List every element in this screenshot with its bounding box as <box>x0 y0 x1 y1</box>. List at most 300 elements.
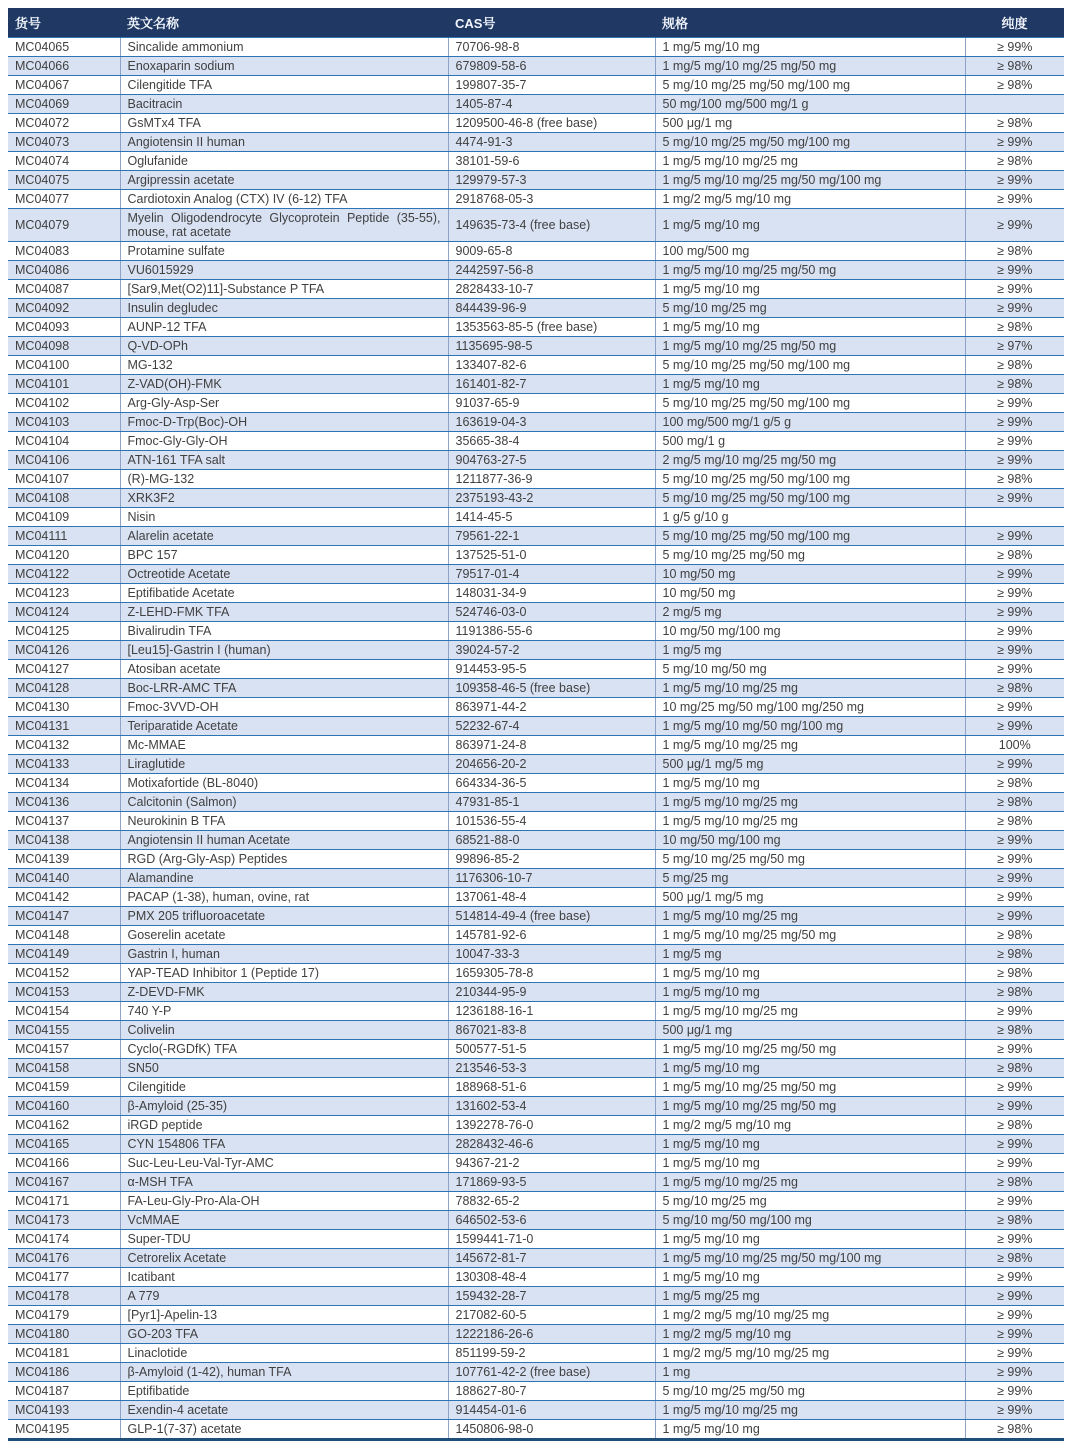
cell-purity: ≥ 98% <box>965 318 1064 337</box>
cell-purity: ≥ 99% <box>965 1230 1064 1249</box>
col-header-item-no: 货号 <box>8 8 120 38</box>
table-row <box>8 133 1064 152</box>
cell-item-no: MC04147 <box>8 907 120 926</box>
cell-item-no: MC04072 <box>8 114 120 133</box>
cell-item-no: MC04130 <box>8 698 120 717</box>
cell-purity: ≥ 98% <box>965 1116 1064 1135</box>
table-row <box>8 888 1064 907</box>
cell-specification: 1 mg/5 mg/10 mg/25 mg/50 mg/100 mg <box>655 1249 965 1268</box>
cell-english-name: Z-LEHD-FMK TFA <box>120 603 448 622</box>
cell-cas-number: 148031-34-9 <box>448 584 655 603</box>
cell-specification: 1 mg/5 mg/10 mg <box>655 280 965 299</box>
cell-purity: ≥ 99% <box>965 1325 1064 1344</box>
cell-purity: ≥ 98% <box>965 242 1064 261</box>
cell-english-name: Gastrin I, human <box>120 945 448 964</box>
cell-english-name: ATN-161 TFA salt <box>120 451 448 470</box>
cell-english-name: GLP-1(7-37) acetate <box>120 1420 448 1440</box>
cell-specification: 1 mg/5 mg/10 mg <box>655 964 965 983</box>
cell-specification: 1 mg/5 mg/10 mg/25 mg <box>655 812 965 831</box>
table-row <box>8 1325 1064 1344</box>
cell-purity: ≥ 99% <box>965 1344 1064 1363</box>
cell-cas-number: 79561-22-1 <box>448 527 655 546</box>
cell-cas-number: 79517-01-4 <box>448 565 655 584</box>
cell-english-name: MG-132 <box>120 356 448 375</box>
cell-purity: ≥ 99% <box>965 394 1064 413</box>
cell-purity: ≥ 98% <box>965 1420 1064 1440</box>
cell-purity: ≥ 99% <box>965 1382 1064 1401</box>
cell-english-name: Exendin-4 acetate <box>120 1401 448 1420</box>
table-row <box>8 698 1064 717</box>
cell-item-no: MC04092 <box>8 299 120 318</box>
cell-item-no: MC04067 <box>8 76 120 95</box>
cell-purity: ≥ 99% <box>965 299 1064 318</box>
cell-english-name: Cilengitide <box>120 1078 448 1097</box>
cell-cas-number: 867021-83-8 <box>448 1021 655 1040</box>
cell-purity: ≥ 99% <box>965 660 1064 679</box>
cell-specification: 1 g/5 g/10 g <box>655 508 965 527</box>
table-row <box>8 1363 1064 1382</box>
table-row <box>8 850 1064 869</box>
cell-cas-number: 2828433-10-7 <box>448 280 655 299</box>
table-row <box>8 1249 1064 1268</box>
table-row <box>8 1382 1064 1401</box>
cell-cas-number: 149635-73-4 (free base) <box>448 209 655 242</box>
cell-cas-number: 1450806-98-0 <box>448 1420 655 1440</box>
table-row <box>8 489 1064 508</box>
cell-purity: ≥ 99% <box>965 603 1064 622</box>
cell-purity: ≥ 99% <box>965 133 1064 152</box>
table-row <box>8 432 1064 451</box>
cell-item-no: MC04162 <box>8 1116 120 1135</box>
cell-english-name: Z-DEVD-FMK <box>120 983 448 1002</box>
cell-item-no: MC04100 <box>8 356 120 375</box>
cell-specification: 1 mg/5 mg/10 mg <box>655 375 965 394</box>
table-row <box>8 1401 1064 1420</box>
cell-item-no: MC04138 <box>8 831 120 850</box>
cell-item-no: MC04158 <box>8 1059 120 1078</box>
cell-item-no: MC04137 <box>8 812 120 831</box>
cell-cas-number: 188968-51-6 <box>448 1078 655 1097</box>
table-row <box>8 774 1064 793</box>
cell-purity: ≥ 98% <box>965 983 1064 1002</box>
cell-specification: 1 mg/2 mg/5 mg/10 mg <box>655 1325 965 1344</box>
table-row <box>8 470 1064 489</box>
cell-purity: ≥ 99% <box>965 1154 1064 1173</box>
cell-item-no: MC04127 <box>8 660 120 679</box>
cell-english-name: Alarelin acetate <box>120 527 448 546</box>
table-row <box>8 1097 1064 1116</box>
cell-item-no: MC04123 <box>8 584 120 603</box>
cell-item-no: MC04148 <box>8 926 120 945</box>
cell-item-no: MC04083 <box>8 242 120 261</box>
table-row <box>8 413 1064 432</box>
cell-purity: ≥ 99% <box>965 869 1064 888</box>
cell-specification: 100 mg/500 mg <box>655 242 965 261</box>
cell-english-name: Motixafortide (BL-8040) <box>120 774 448 793</box>
cell-cas-number: 2442597-56-8 <box>448 261 655 280</box>
cell-item-no: MC04106 <box>8 451 120 470</box>
cell-purity: ≥ 99% <box>965 190 1064 209</box>
table-row <box>8 1154 1064 1173</box>
cell-item-no: MC04098 <box>8 337 120 356</box>
cell-item-no: MC04157 <box>8 1040 120 1059</box>
cell-cas-number: 99896-85-2 <box>448 850 655 869</box>
cell-cas-number: 524746-03-0 <box>448 603 655 622</box>
cell-specification: 10 mg/50 mg <box>655 565 965 584</box>
cell-english-name: Angiotensin II human <box>120 133 448 152</box>
cell-specification: 1 mg/5 mg/10 mg <box>655 1059 965 1078</box>
table-row <box>8 318 1064 337</box>
cell-cas-number: 52232-67-4 <box>448 717 655 736</box>
cell-english-name: Calcitonin (Salmon) <box>120 793 448 812</box>
cell-specification: 1 mg/5 mg/10 mg/25 mg/50 mg <box>655 261 965 280</box>
cell-cas-number: 137525-51-0 <box>448 546 655 565</box>
table-row <box>8 57 1064 76</box>
cell-english-name: Eptifibatide Acetate <box>120 584 448 603</box>
cell-cas-number: 9009-65-8 <box>448 242 655 261</box>
cell-purity: ≥ 99% <box>965 698 1064 717</box>
table-row <box>8 76 1064 95</box>
cell-english-name: Bivalirudin TFA <box>120 622 448 641</box>
cell-purity: ≥ 97% <box>965 337 1064 356</box>
cell-specification: 1 mg/5 mg/10 mg/25 mg <box>655 1002 965 1021</box>
cell-specification: 5 mg/10 mg/25 mg/50 mg/100 mg <box>655 394 965 413</box>
cell-item-no: MC04174 <box>8 1230 120 1249</box>
table-row <box>8 1344 1064 1363</box>
table-row <box>8 508 1064 527</box>
cell-purity: ≥ 98% <box>965 1059 1064 1078</box>
cell-english-name: Icatibant <box>120 1268 448 1287</box>
cell-item-no: MC04086 <box>8 261 120 280</box>
cell-item-no: MC04159 <box>8 1078 120 1097</box>
cell-item-no: MC04153 <box>8 983 120 1002</box>
cell-cas-number: 78832-65-2 <box>448 1192 655 1211</box>
cell-specification: 1 mg/5 mg/10 mg/25 mg/50 mg <box>655 926 965 945</box>
cell-specification: 1 mg/5 mg <box>655 945 965 964</box>
cell-cas-number: 213546-53-3 <box>448 1059 655 1078</box>
cell-english-name: iRGD peptide <box>120 1116 448 1135</box>
cell-specification: 500 μg/1 mg/5 mg <box>655 888 965 907</box>
cell-item-no: MC04079 <box>8 209 120 242</box>
cell-cas-number: 131602-53-4 <box>448 1097 655 1116</box>
cell-item-no: MC04167 <box>8 1173 120 1192</box>
cell-cas-number: 107761-42-2 (free base) <box>448 1363 655 1382</box>
table-row <box>8 1059 1064 1078</box>
cell-cas-number: 664334-36-5 <box>448 774 655 793</box>
cell-item-no: MC04152 <box>8 964 120 983</box>
cell-english-name: β-Amyloid (25-35) <box>120 1097 448 1116</box>
cell-item-no: MC04195 <box>8 1420 120 1440</box>
cell-english-name: Fmoc-Gly-Gly-OH <box>120 432 448 451</box>
cell-item-no: MC04103 <box>8 413 120 432</box>
cell-specification: 1 mg/5 mg/10 mg <box>655 1268 965 1287</box>
cell-cas-number: 91037-65-9 <box>448 394 655 413</box>
table-row <box>8 209 1064 242</box>
cell-purity: ≥ 99% <box>965 489 1064 508</box>
cell-specification: 5 mg/10 mg/25 mg/50 mg/100 mg <box>655 76 965 95</box>
cell-purity: ≥ 99% <box>965 1306 1064 1325</box>
cell-item-no: MC04187 <box>8 1382 120 1401</box>
table-row <box>8 983 1064 1002</box>
cell-item-no: MC04125 <box>8 622 120 641</box>
cell-cas-number: 161401-82-7 <box>448 375 655 394</box>
cell-purity: ≥ 98% <box>965 945 1064 964</box>
table-row <box>8 1116 1064 1135</box>
cell-specification: 5 mg/10 mg/25 mg <box>655 1192 965 1211</box>
cell-item-no: MC04102 <box>8 394 120 413</box>
cell-cas-number: 204656-20-2 <box>448 755 655 774</box>
cell-purity: ≥ 98% <box>965 774 1064 793</box>
cell-english-name: Bacitracin <box>120 95 448 114</box>
cell-purity: ≥ 99% <box>965 1040 1064 1059</box>
cell-item-no: MC04126 <box>8 641 120 660</box>
table-row <box>8 736 1064 755</box>
cell-cas-number: 514814-49-4 (free base) <box>448 907 655 926</box>
cell-specification: 1 mg/2 mg/5 mg/10 mg <box>655 1116 965 1135</box>
cell-item-no: MC04077 <box>8 190 120 209</box>
cell-purity: ≥ 99% <box>965 280 1064 299</box>
cell-item-no: MC04166 <box>8 1154 120 1173</box>
table-row <box>8 622 1064 641</box>
cell-purity: ≥ 98% <box>965 470 1064 489</box>
table-row <box>8 1021 1064 1040</box>
cell-cas-number: 145672-81-7 <box>448 1249 655 1268</box>
cell-cas-number: 1353563-85-5 (free base) <box>448 318 655 337</box>
cell-purity: ≥ 99% <box>965 171 1064 190</box>
cell-specification: 1 mg/5 mg/10 mg/25 mg <box>655 152 965 171</box>
cell-item-no: MC04120 <box>8 546 120 565</box>
table-row <box>8 190 1064 209</box>
cell-cas-number: 914453-95-5 <box>448 660 655 679</box>
cell-english-name: Cilengitide TFA <box>120 76 448 95</box>
cell-cas-number: 1191386-55-6 <box>448 622 655 641</box>
cell-specification: 5 mg/10 mg/25 mg/50 mg <box>655 546 965 565</box>
cell-english-name: VcMMAE <box>120 1211 448 1230</box>
cell-specification: 5 mg/10 mg/25 mg/50 mg/100 mg <box>655 356 965 375</box>
table-row <box>8 1173 1064 1192</box>
cell-english-name: Liraglutide <box>120 755 448 774</box>
table-row <box>8 1078 1064 1097</box>
cell-english-name: XRK3F2 <box>120 489 448 508</box>
table-row <box>8 356 1064 375</box>
cell-english-name: Nisin <box>120 508 448 527</box>
table-row <box>8 831 1064 850</box>
cell-item-no: MC04136 <box>8 793 120 812</box>
cell-english-name: α-MSH TFA <box>120 1173 448 1192</box>
product-table <box>8 8 1064 1441</box>
cell-english-name: Z-VAD(OH)-FMK <box>120 375 448 394</box>
cell-specification: 1 mg/5 mg/10 mg <box>655 209 965 242</box>
cell-purity <box>965 508 1064 527</box>
cell-cas-number: 109358-46-5 (free base) <box>448 679 655 698</box>
cell-english-name: Cardiotoxin Analog (CTX) IV (6-12) TFA <box>120 190 448 209</box>
cell-english-name: YAP-TEAD Inhibitor 1 (Peptide 17) <box>120 964 448 983</box>
cell-cas-number: 145781-92-6 <box>448 926 655 945</box>
cell-english-name: Fmoc-3VVD-OH <box>120 698 448 717</box>
cell-english-name: Suc-Leu-Leu-Val-Tyr-AMC <box>120 1154 448 1173</box>
cell-cas-number: 1599441-71-0 <box>448 1230 655 1249</box>
cell-purity: ≥ 99% <box>965 622 1064 641</box>
cell-cas-number: 210344-95-9 <box>448 983 655 1002</box>
cell-english-name: Argipressin acetate <box>120 171 448 190</box>
table-row <box>8 546 1064 565</box>
cell-specification: 1 mg <box>655 1363 965 1382</box>
cell-cas-number: 2375193-43-2 <box>448 489 655 508</box>
cell-item-no: MC04131 <box>8 717 120 736</box>
cell-specification: 10 mg/50 mg/100 mg <box>655 831 965 850</box>
cell-cas-number: 47931-85-1 <box>448 793 655 812</box>
cell-item-no: MC04073 <box>8 133 120 152</box>
cell-english-name: Boc-LRR-AMC TFA <box>120 679 448 698</box>
cell-cas-number: 130308-48-4 <box>448 1268 655 1287</box>
cell-cas-number: 2828432-46-6 <box>448 1135 655 1154</box>
cell-specification: 5 mg/10 mg/25 mg/50 mg/100 mg <box>655 527 965 546</box>
cell-specification: 10 mg/50 mg <box>655 584 965 603</box>
cell-cas-number: 863971-44-2 <box>448 698 655 717</box>
table-row <box>8 926 1064 945</box>
cell-item-no: MC04065 <box>8 38 120 57</box>
table-row <box>8 451 1064 470</box>
table-row <box>8 679 1064 698</box>
cell-specification: 5 mg/10 mg/50 mg/100 mg <box>655 1211 965 1230</box>
cell-item-no: MC04122 <box>8 565 120 584</box>
cell-specification: 100 mg/500 mg/1 g/5 g <box>655 413 965 432</box>
cell-item-no: MC04074 <box>8 152 120 171</box>
cell-cas-number: 35665-38-4 <box>448 432 655 451</box>
cell-english-name: [Leu15]-Gastrin I (human) <box>120 641 448 660</box>
cell-cas-number: 1405-87-4 <box>448 95 655 114</box>
cell-cas-number: 70706-98-8 <box>448 38 655 57</box>
cell-item-no: MC04181 <box>8 1344 120 1363</box>
cell-purity: ≥ 98% <box>965 375 1064 394</box>
table-row <box>8 717 1064 736</box>
cell-purity: ≥ 99% <box>965 209 1064 242</box>
cell-cas-number: 188627-80-7 <box>448 1382 655 1401</box>
cell-english-name: Oglufanide <box>120 152 448 171</box>
cell-item-no: MC04165 <box>8 1135 120 1154</box>
table-row <box>8 1420 1064 1440</box>
cell-purity: ≥ 99% <box>965 831 1064 850</box>
cell-specification: 1 mg/5 mg/10 mg/50 mg/100 mg <box>655 717 965 736</box>
cell-specification: 1 mg/5 mg/10 mg <box>655 1135 965 1154</box>
cell-item-no: MC04140 <box>8 869 120 888</box>
cell-item-no: MC04155 <box>8 1021 120 1040</box>
cell-specification: 1 mg/5 mg/25 mg <box>655 1287 965 1306</box>
col-header-cas-number: CAS号 <box>448 8 655 38</box>
table-row <box>8 1268 1064 1287</box>
cell-specification: 5 mg/10 mg/25 mg/50 mg/100 mg <box>655 470 965 489</box>
table-row <box>8 1211 1064 1230</box>
cell-cas-number: 904763-27-5 <box>448 451 655 470</box>
cell-english-name: CYN 154806 TFA <box>120 1135 448 1154</box>
cell-item-no: MC04107 <box>8 470 120 489</box>
cell-item-no: MC04142 <box>8 888 120 907</box>
cell-specification: 1 mg/2 mg/5 mg/10 mg/25 mg <box>655 1344 965 1363</box>
cell-specification: 1 mg/5 mg/10 mg/25 mg/50 mg <box>655 1078 965 1097</box>
cell-cas-number: 1236188-16-1 <box>448 1002 655 1021</box>
table-row <box>8 603 1064 622</box>
cell-english-name: [Sar9,Met(O2)11]-Substance P TFA <box>120 280 448 299</box>
cell-english-name: Myelin Oligodendrocyte Glycoprotein Peptide (35-55), mouse, rat acetate <box>120 209 448 242</box>
col-header-specification: 规格 <box>655 8 965 38</box>
cell-cas-number: 1176306-10-7 <box>448 869 655 888</box>
cell-item-no: MC04101 <box>8 375 120 394</box>
cell-item-no: MC04109 <box>8 508 120 527</box>
table-row <box>8 299 1064 318</box>
cell-english-name: Atosiban acetate <box>120 660 448 679</box>
cell-specification: 1 mg/5 mg/10 mg/25 mg/50 mg <box>655 1097 965 1116</box>
cell-cas-number: 679809-58-6 <box>448 57 655 76</box>
cell-english-name: Teriparatide Acetate <box>120 717 448 736</box>
cell-purity: ≥ 99% <box>965 1192 1064 1211</box>
cell-item-no: MC04132 <box>8 736 120 755</box>
cell-item-no: MC04178 <box>8 1287 120 1306</box>
cell-english-name: Colivelin <box>120 1021 448 1040</box>
cell-specification: 5 mg/10 mg/25 mg <box>655 299 965 318</box>
cell-english-name: PACAP (1-38), human, ovine, rat <box>120 888 448 907</box>
cell-purity: ≥ 98% <box>965 152 1064 171</box>
table-row <box>8 242 1064 261</box>
cell-purity: ≥ 98% <box>965 546 1064 565</box>
cell-purity: ≥ 99% <box>965 1401 1064 1420</box>
cell-item-no: MC04066 <box>8 57 120 76</box>
cell-english-name: Arg-Gly-Asp-Ser <box>120 394 448 413</box>
cell-cas-number: 851199-59-2 <box>448 1344 655 1363</box>
cell-specification: 10 mg/50 mg/100 mg <box>655 622 965 641</box>
table-row <box>8 907 1064 926</box>
cell-english-name: AUNP-12 TFA <box>120 318 448 337</box>
cell-english-name: Goserelin acetate <box>120 926 448 945</box>
table-row <box>8 394 1064 413</box>
cell-specification: 10 mg/25 mg/50 mg/100 mg/250 mg <box>655 698 965 717</box>
cell-english-name: 740 Y-P <box>120 1002 448 1021</box>
cell-item-no: MC04139 <box>8 850 120 869</box>
cell-item-no: MC04134 <box>8 774 120 793</box>
cell-specification: 2 mg/5 mg <box>655 603 965 622</box>
cell-english-name: GO-203 TFA <box>120 1325 448 1344</box>
cell-purity: ≥ 98% <box>965 793 1064 812</box>
cell-purity: ≥ 99% <box>965 261 1064 280</box>
table-row <box>8 114 1064 133</box>
cell-specification: 500 μg/1 mg/5 mg <box>655 755 965 774</box>
cell-purity: ≥ 99% <box>965 584 1064 603</box>
cell-purity: ≥ 99% <box>965 717 1064 736</box>
cell-cas-number: 159432-28-7 <box>448 1287 655 1306</box>
cell-english-name: Insulin degludec <box>120 299 448 318</box>
cell-purity: ≥ 98% <box>965 1211 1064 1230</box>
cell-cas-number: 217082-60-5 <box>448 1306 655 1325</box>
cell-purity: ≥ 98% <box>965 76 1064 95</box>
cell-specification: 1 mg/5 mg/10 mg/25 mg <box>655 1401 965 1420</box>
cell-english-name: RGD (Arg-Gly-Asp) Peptides <box>120 850 448 869</box>
table-row <box>8 641 1064 660</box>
cell-purity: ≥ 98% <box>965 57 1064 76</box>
col-header-english-name: 英文名称 <box>120 8 448 38</box>
cell-cas-number: 1135695-98-5 <box>448 337 655 356</box>
table-row <box>8 1287 1064 1306</box>
cell-specification: 1 mg/5 mg/10 mg <box>655 318 965 337</box>
table-row <box>8 584 1064 603</box>
cell-specification: 1 mg/5 mg/10 mg <box>655 38 965 57</box>
cell-cas-number: 38101-59-6 <box>448 152 655 171</box>
cell-cas-number: 68521-88-0 <box>448 831 655 850</box>
cell-cas-number: 133407-82-6 <box>448 356 655 375</box>
table-row <box>8 964 1064 983</box>
cell-purity: ≥ 99% <box>965 38 1064 57</box>
cell-english-name: Cetrorelix Acetate <box>120 1249 448 1268</box>
cell-cas-number: 94367-21-2 <box>448 1154 655 1173</box>
cell-english-name: (R)-MG-132 <box>120 470 448 489</box>
